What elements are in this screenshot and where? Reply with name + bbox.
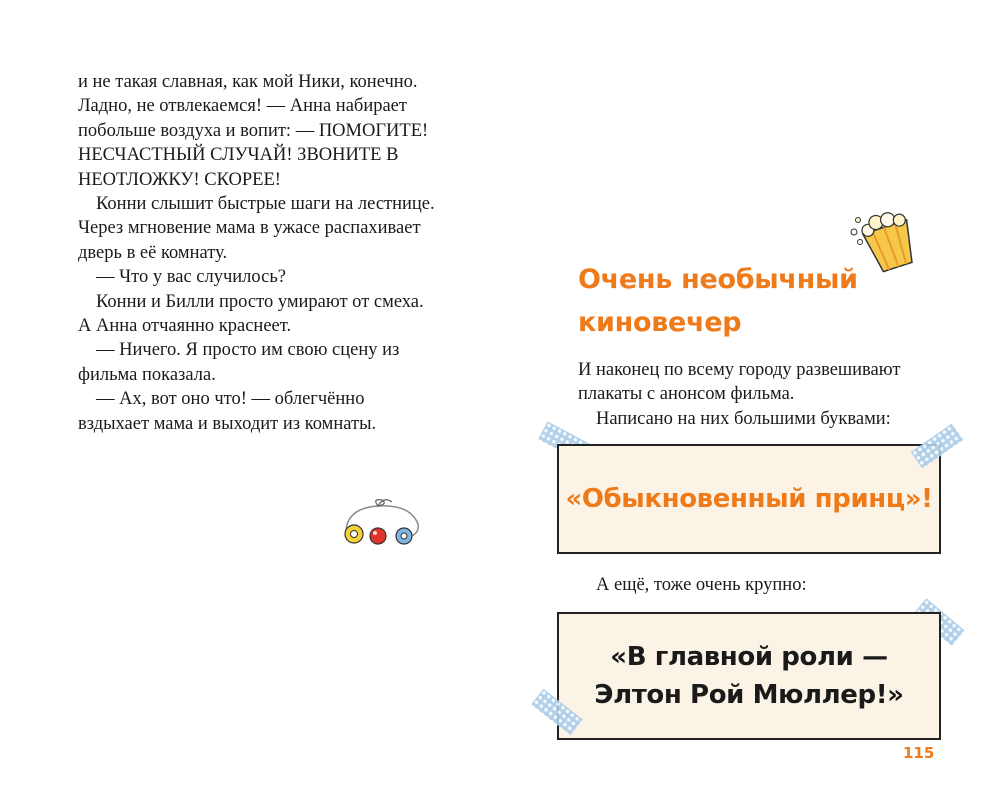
chapter-heading: Очень необычный киновечер [578,264,858,338]
paragraph: — Ах, вот оно что! — облегчённо вздыхает мама и выходит из комнаты. [78,389,377,434]
poster-lead-actor-line: Элтон Рой Мюллер!» [594,680,904,710]
right-body-text [578,358,938,431]
paragraph: Конни слышит быстрые шаги на лестнице. Через мгновение мама в ужасе распахивает дверь в её комнату. [78,194,435,263]
page-number: 115 [903,744,935,762]
poster-lead-actor-line: «В главной роли — [610,642,888,672]
paragraph: Написано на них большими буквами: [596,408,891,429]
left-body-text [78,70,438,436]
paragraph: Конни и Билли просто умирают от смеха. А Анна отчаянно краснеет. [78,291,424,337]
paragraph: А ещё, тоже очень крупно: [596,575,807,595]
poster-film-title [557,444,941,554]
poster-lead-actor [557,612,941,740]
beads-necklace-icon [338,496,428,556]
paragraph: и не такая славная, как мой Ники, конечно. Ладно, не отвлекаемся! — Анна набирает побольше воздуха и вопит: — ПОМОГИТЕ! НЕСЧАСТНЫЙ СЛУЧАЙ! ЗВОНИТЕ В НЕОТЛОЖКУ! СКОРЕЕ! [78,72,429,190]
paragraph: — Ничего. Я просто им свою сцену из фильма показала. [78,340,400,385]
paragraph: И наконец по всему городу развешивают плакаты с анонсом фильма. [578,360,901,405]
paragraph: — Что у вас случилось? [96,267,286,288]
poster-film-title-text: «Обыкновенный принц»! [565,484,933,514]
